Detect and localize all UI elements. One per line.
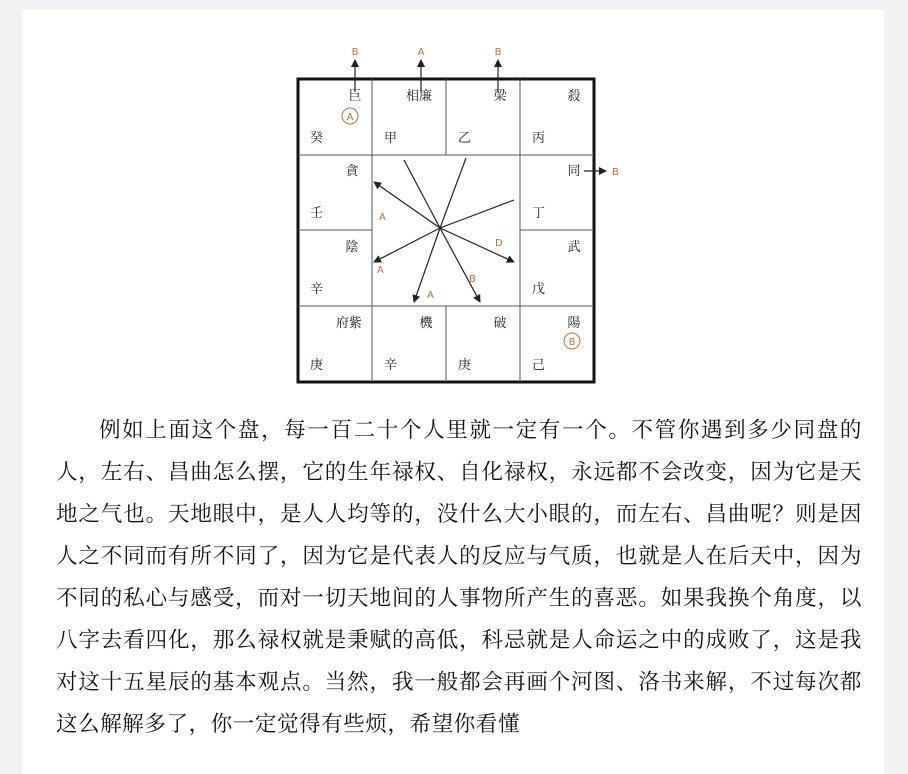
document-page xyxy=(22,10,884,774)
circle-label-ju: A xyxy=(346,112,354,123)
cell-stem-xin-2: 辛 xyxy=(384,358,398,373)
cell-star-liang: 梁 xyxy=(493,89,507,104)
outer-label-a-xianglian: A xyxy=(417,47,425,58)
cell-star-yang: 陽 xyxy=(567,316,581,331)
ziwei-chart xyxy=(22,10,884,410)
inner-label-d-right: D xyxy=(495,238,503,249)
cell-stem-xin: 辛 xyxy=(310,282,324,297)
cell-stem-bing: 丙 xyxy=(532,131,546,146)
cell-star-wu: 武 xyxy=(567,240,581,255)
cell-stem-ren: 壬 xyxy=(310,206,324,221)
body-paragraph: 例如上面这个盘，每一百二十个人里就一定有一个。不管你遇到多少同盘的人，左右、昌曲怎么摆，它的生年禄权、自化禄权，永远都不会改变，因为它是天地之气也。天地眼中，是人人均等的，没什么大小眼的，而左右、昌曲呢？则是因人之不同而有所不同了，因为它是代表人的反应与气质，也就是人在后天中，因为不同的私心与感受，而对一切天地间的人事物所产生的喜恶。如果我换个角度，以八字去看四化，那么禄权就是秉赋的高低，科忌就是人命运之中的成败了，这是我对这十五星辰的基本观点。当然，我一般都会再画个河图、洛书来解，不过每次都这么解解多了，你一定觉得有些烦，希望你看懂 xyxy=(56,418,862,737)
cell-star-ji: 機 xyxy=(419,316,433,331)
circle-label-yang: B xyxy=(568,337,576,348)
outer-label-b-ju: B xyxy=(351,47,359,58)
cell-stem-gui: 癸 xyxy=(310,131,324,146)
cell-stem-yi: 乙 xyxy=(458,131,472,146)
cell-stem-geng-2: 庚 xyxy=(458,358,472,373)
cell-star-tan: 貪 xyxy=(345,164,359,179)
inner-label-a-bottom: A xyxy=(427,290,434,301)
cell-stem-geng: 庚 xyxy=(310,358,324,373)
cell-star-ju: 巨 xyxy=(348,89,362,104)
cell-star-fuzi: 府紫 xyxy=(335,316,363,331)
cell-stem-ding: 丁 xyxy=(532,206,546,221)
cell-star-yin: 陰 xyxy=(345,240,359,255)
cell-star-tong: 同 xyxy=(567,164,581,179)
inner-label-b-bottom: B xyxy=(469,274,476,285)
cell-star-sha: 殺 xyxy=(567,89,581,104)
cell-stem-wu: 戊 xyxy=(532,282,546,297)
outer-label-b-liang: B xyxy=(494,47,502,58)
outer-label-b-tong: B xyxy=(612,167,619,178)
cell-star-xianglian: 相廉 xyxy=(405,89,433,104)
cell-stem-jia: 甲 xyxy=(384,131,398,146)
inner-label-a-lower: A xyxy=(377,265,384,276)
inner-label-a-upper: A xyxy=(379,212,386,223)
cell-star-po: 破 xyxy=(493,316,507,331)
cell-stem-ji: 己 xyxy=(532,358,546,373)
